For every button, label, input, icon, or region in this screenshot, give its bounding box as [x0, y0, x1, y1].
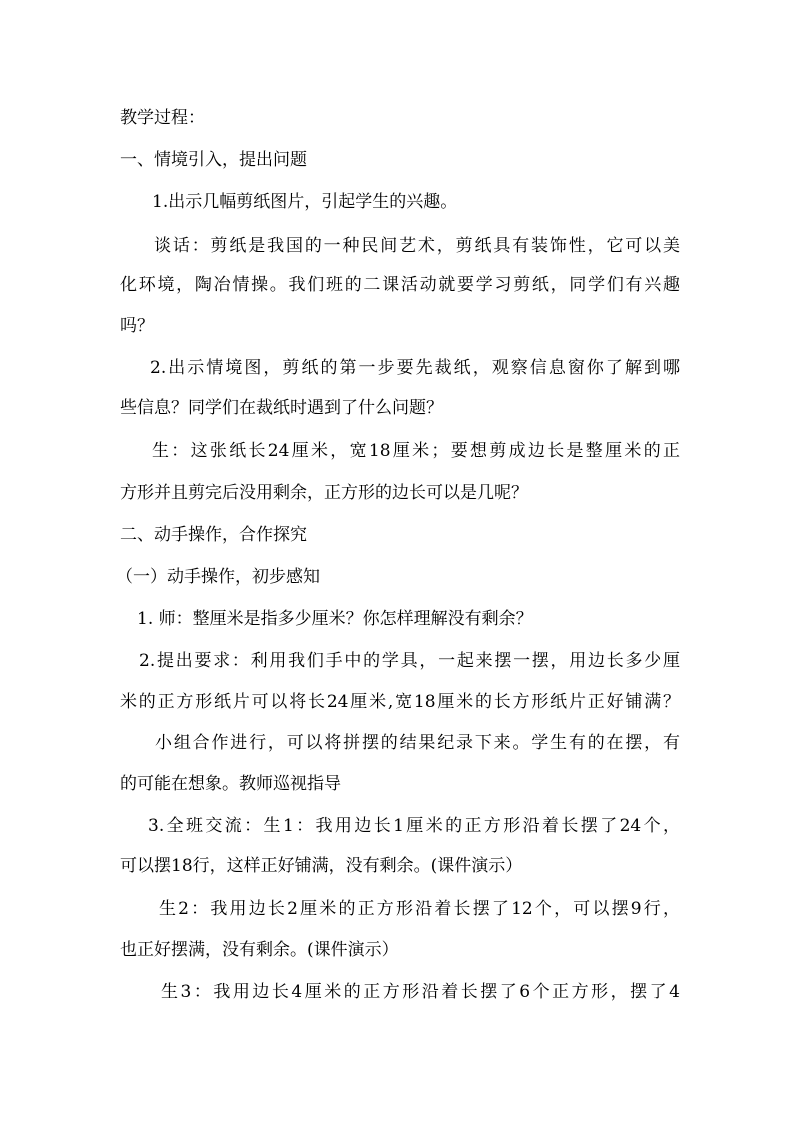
- paragraph-line: 生：这张纸长24厘米，宽18厘米；要想剪成边长是整厘米的正: [152, 441, 680, 461]
- paragraph-line: 2.提出要求：利用我们手中的学具，一起来摆一摆，用边长多少厘: [139, 651, 680, 671]
- section-heading-process: 教学过程：: [120, 108, 205, 128]
- paragraph-line: 化环境，陶冶情操。我们班的二课活动就要学习剪纸，同学们有兴趣: [120, 275, 680, 295]
- paragraph-line: 3.全班交流：生1：我用边长1厘米的正方形沿着长摆了24个，: [148, 816, 680, 836]
- paragraph-line: 2.出示情境图，剪纸的第一步要先裁纸，观察信息窗你了解到哪: [150, 358, 680, 378]
- section-heading-2: 二、动手操作，合作探究: [120, 525, 307, 545]
- paragraph-line: 小组合作进行，可以将拼摆的结果纪录下来。学生有的在摆，有: [155, 733, 680, 753]
- paragraph-line: 米的正方形纸片可以将长24厘米,宽18厘米的长方形纸片正好铺满？: [120, 692, 680, 712]
- paragraph-line: 方形并且剪完后没用剩余，正方形的边长可以是几呢？: [120, 483, 528, 503]
- paragraph-line: 些信息？同学们在裁纸时遇到了什么问题？: [120, 398, 443, 418]
- paragraph-line: 吗？: [120, 316, 154, 336]
- subsection-heading: （一）动手操作，初步感知: [116, 567, 320, 587]
- paragraph-line: 可以摆18行，这样正好铺满，没有剩余。(课件演示）: [120, 856, 523, 876]
- paragraph-line: 生2：我用边长2厘米的正方形沿着长摆了12个，可以摆9行，: [159, 899, 680, 919]
- section-heading-1: 一、情境引入，提出问题: [120, 150, 307, 170]
- paragraph-line: 也正好摆满，没有剩余。(课件演示）: [120, 940, 399, 960]
- paragraph-line: 1. 师：整厘米是指多少厘米？你怎样理解没有剩余？: [137, 609, 533, 629]
- paragraph-line: 的可能在想象。教师巡视指导: [120, 774, 341, 794]
- paragraph-line: 谈话：剪纸是我国的一种民间艺术，剪纸具有装饰性，它可以美: [154, 236, 680, 256]
- paragraph-line: 生3：我用边长4厘米的正方形沿着长摆了6个正方形，摆了4: [161, 982, 680, 1002]
- paragraph-line: 1.出示几幅剪纸图片，引起学生的兴趣。: [152, 192, 458, 212]
